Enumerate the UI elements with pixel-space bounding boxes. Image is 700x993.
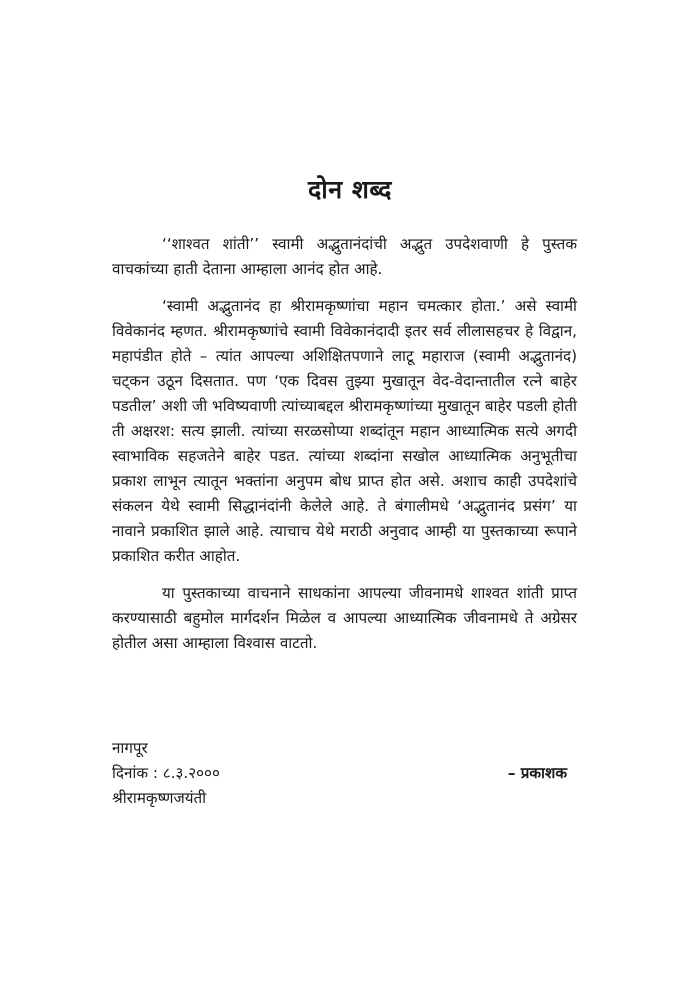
paragraph-1: ‘‘शाश्वत शांती’’ स्वामी अद्भुतानंदांची अद्भुत उपदेशवाणी हे पुस्तक वाचकांच्या हाती देताना आम्हाला आनंद होत आहे. [112,235,577,278]
date-row [112,761,577,786]
body-text [112,232,577,656]
publisher-label: – प्रकाशक [507,764,567,782]
date-label: दिनांक : ८.३.२००० [112,764,220,782]
paragraph-2: ‘स्वामी अद्भुतानंद हा श्रीरामकृष्णांचा महान चमत्कार होता.’ असे स्वामी विवेकानंद म्हणत. श्रीरामकृष्णांचे स्वामी विवेकानंदादी इतर सर्व लीलासहचर हे विद्वान, महापंडीत होते – त्यांत आपल्या अशिक्षितपणाने लाटू महाराज (स्वामी अद्भुतानंद) चट्कन उठून दिसतात. पण ‘एक दिवस तुझ्या मुखातून वेद-वेदान्तातील रत्ने बाहेर पडतील’ अशी जी भविष्यवाणी त्यांच्याबद्दल श्रीरामकृष्णांच्या मुखातून बाहेर पडली होती ती अक्षरश: सत्य झाली. त्यांच्या सरळसोप्या शब्दांतून महान आध्यात्मिक सत्ये अगदी स्वाभाविक सहजतेने बाहेर पडत. त्यांच्या शब्दांना सखोल आध्यात्मिक अनुभूतीचा प्रकाश लाभून त्यातून भक्तांना अनुपम बोध प्राप्त होत असे. अशाच काही उपदेशांचे संकलन येथे स्वामी सिद्धानंदांनी केलेले आहे. ते बंगालीमधे ‘अद्भुतानंद प्रसंग’ या नावाने प्रकाशित झाले आहे. त्याचाच येथे मराठी अनुवाद आम्ही या पुस्तकाच्या रूपाने प्रकाशित करीत आहोत. [112,297,577,565]
signature-block [112,736,577,811]
place-label: नागपूर [112,739,148,757]
paragraph-3: या पुस्तकाच्या वाचनाने साधकांना आपल्या जीवनामधे शाश्वत शांती प्राप्त करण्यासाठी बहुमोल मार्गदर्शन मिळेल व आपल्या आध्यात्मिक जीवनामधे ते अग्रेसर होतील असा आम्हाला विश्वास वाटतो. [112,584,577,652]
page-title: दोन शब्द [308,175,392,204]
occasion-label: श्रीरामकृष्णजयंती [112,789,207,807]
